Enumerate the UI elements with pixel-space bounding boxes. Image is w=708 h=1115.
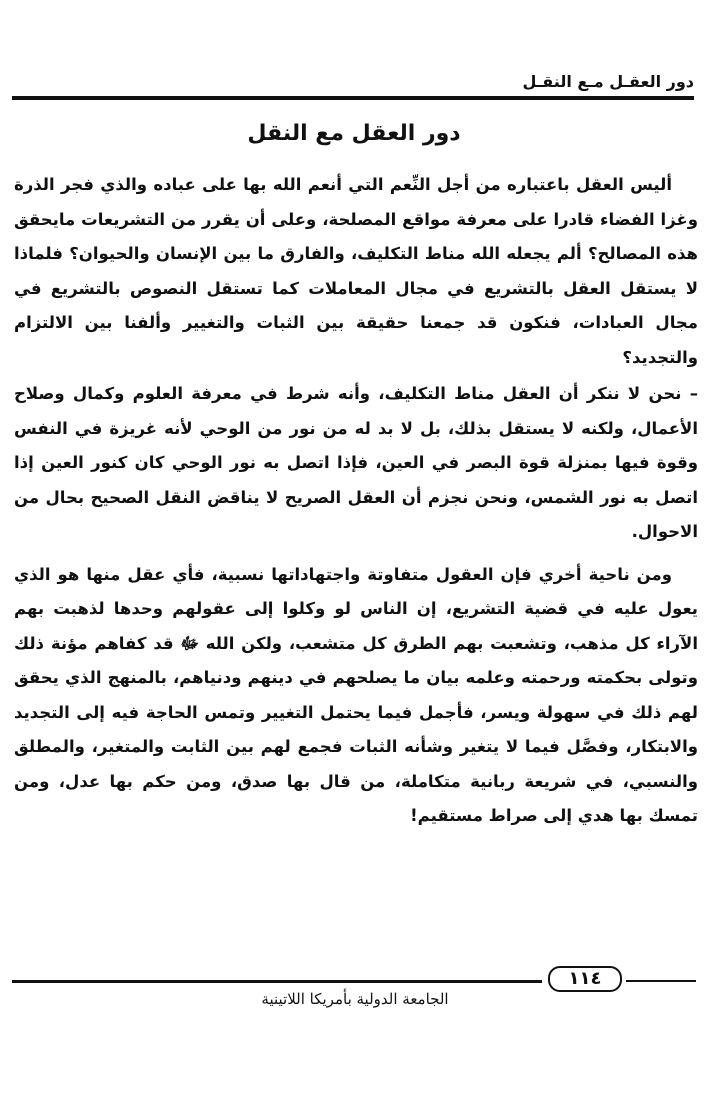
paragraph-continuation: ومن ناحية أخري فإن العقول متفاوتة واجتهاداتها نسبية، فأي عقل منها هو الذي يعول عليه في قضية التشريع، إن الناس لو وكلوا إلى عقولهم وحدها لذهبت بهم الآراء كل مذهب، وتشعبت بهم الطرق كل متشعب، ولكن الله ﷻ قد كفاهم مؤنة ذلك وتولى بحكمته ورحمته وعلمه بيان ما يصلحهم في دينهم ودنياهم، بالمنهج الذي يحقق لهم ذلك في سهولة ويسر، فأجمل فيما يحتمل التغيير وتمس الحاجة فيه إلى التجديد والابتكار، وفصَّل فيما لا يتغير وشأنه الثبات فجمع لهم بين الثابت والمتغير، والمطلق والنسبي، في شريعة ربانية متكاملة، من قال بها صدق، ومن حكم بها عدل، ومن تمسك بها هدي إلى صراط مستقيم! [14, 564, 698, 825]
publisher-caption: الجامعة الدولية بأمريكا اللاتينية [261, 990, 449, 1008]
paragraph-answer: – نحن لا ننكر أن العقل مناط التكليف، وأنه شرط في معرفة العلوم وكمال وصلاح الأعمال، ولكنه لا يستقل بذلك، بل لا بد له من نور من الوحي لأنه غريزة في النفس وقوة فيها بمنزلة قوة البصر في العين، فإذا اتصل به نور الوحي كان كنور العين إذا اتصل به نور الشمس، ونحن نجزم أن العقل الصريح لا يناقض النقل الصحيح بحال من الاحوال. [14, 384, 698, 541]
footer-rule-left [12, 980, 542, 983]
footer-rule-right [626, 980, 696, 982]
running-header: دور العقـل مـع النقـل [522, 72, 694, 91]
header-rule [12, 96, 694, 100]
paragraph-question: أليس العقل باعتباره من أجل النِّعم التي أنعم الله بها على عباده والذي فجر الذرة وغزا الفضاء قادرا على معرفة مواقع المصلحة، وعلى أن يقرر من التشريعات مايحقق هذه المصالح؟ ألم يجعله الله مناط التكليف، والفارق ما بين الإنسان والحيوان؟ فلماذا لا يستقل العقل بالتشريع في مجال المعاملات كما تستقل النصوص بالتشريع في مجال العبادات، فنكون قد جمعنا حقيقة بين الثبات والتغيير وألفنا بين الالتزام والتجديد؟ [14, 175, 698, 367]
body-text [14, 168, 698, 834]
section-title: دور العقل مع النقل [247, 121, 461, 146]
page-number: ١١٤ [548, 966, 622, 992]
